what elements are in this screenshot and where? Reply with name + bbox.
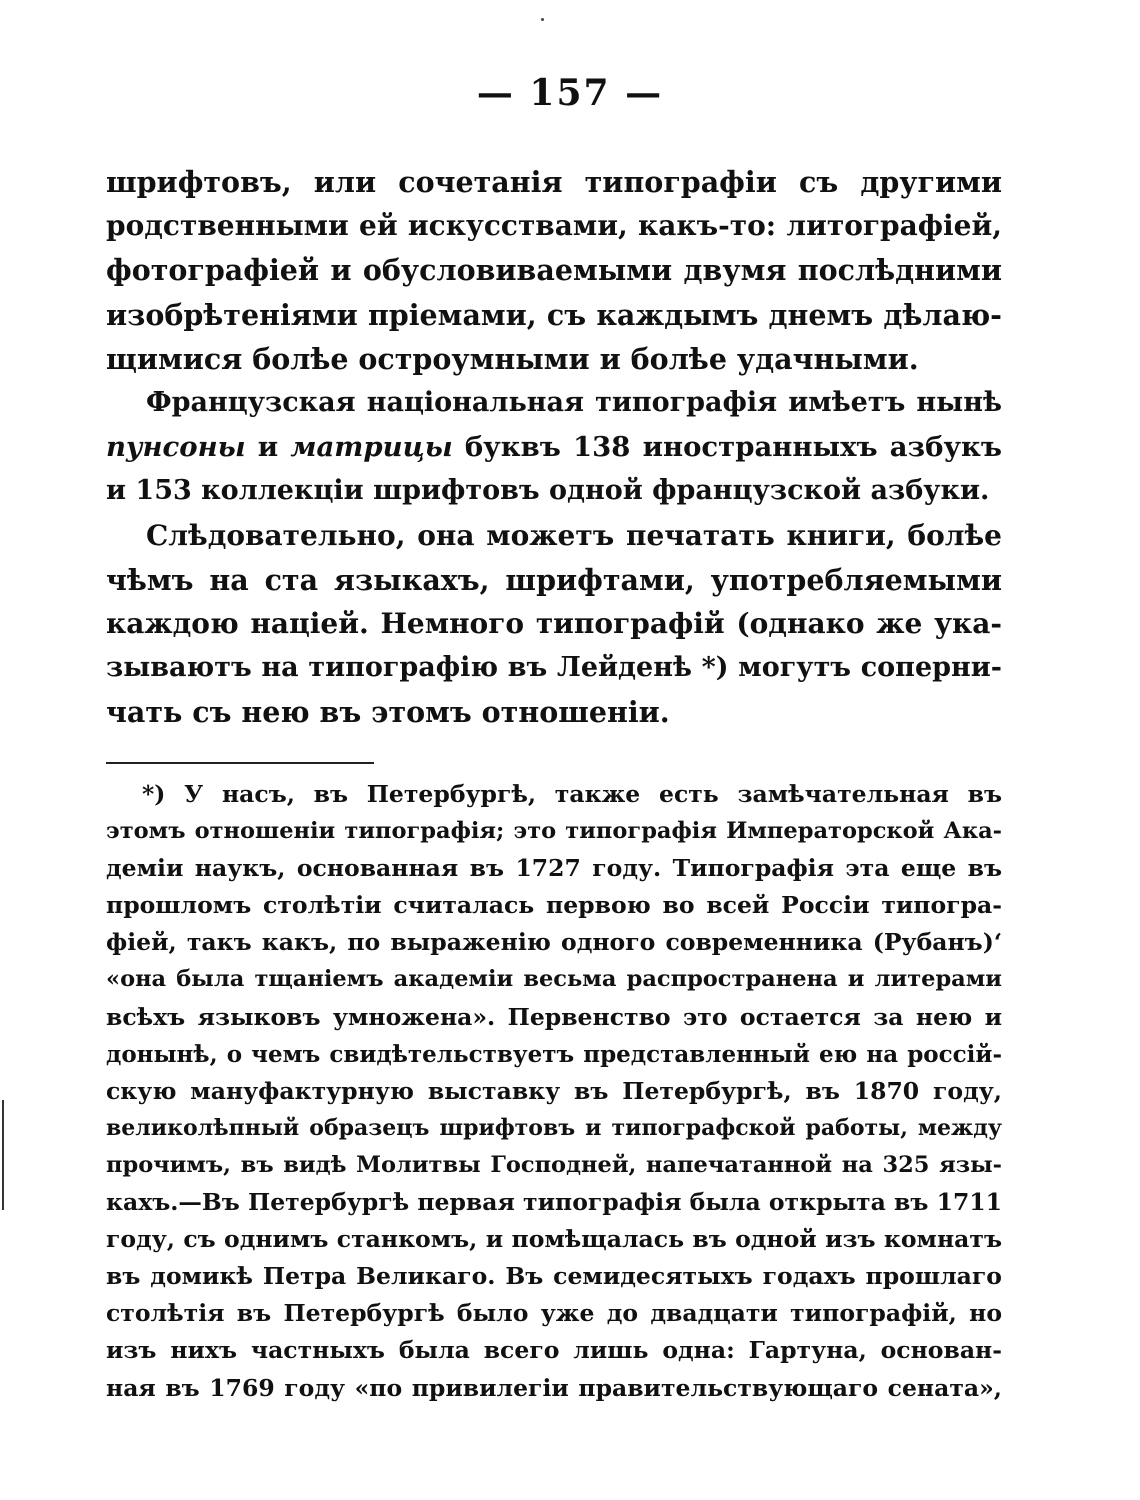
print-speck	[541, 18, 544, 21]
footnote-line: году, съ однимъ станкомъ, и помѣщалась въ одной изъ комнатъ	[106, 1225, 1002, 1254]
footnote-line: «она была тщаніемъ академіи весьма распространена и литерами	[106, 966, 1002, 993]
footnote-line: *) У насъ, въ Петербургѣ, также есть замѣчательная въ	[142, 780, 1002, 808]
footnote-line: всѣхъ языковъ умножена». Первенство это остается за нею и	[106, 1002, 1002, 1031]
footnote-line: деміи наукъ, основанная въ 1727 году. Типографія эта еще въ	[106, 854, 1002, 883]
footnote-line: ная въ 1769 году «по привилегіи правительствующаго сената»,	[106, 1373, 1002, 1402]
italic-term: пунсоны	[106, 431, 246, 464]
footnote-line: донынѣ, о чемъ свидѣтельствуетъ представленный ею на россій-	[106, 1040, 1002, 1068]
footnote-line: великолѣпный образецъ шрифтовъ и типографской работы, между	[106, 1114, 1002, 1141]
text-fragment: и	[245, 431, 291, 464]
footnote-divider	[106, 762, 374, 764]
text-line: родственными ей искусствами, какъ-то: литографіей,	[106, 209, 1002, 243]
footnote	[106, 776, 1002, 1407]
footnote-line: изъ нихъ частныхъ была всего лишь одна: Гартуна, основан-	[106, 1336, 1002, 1365]
footnote-line: этомъ отношеніи типографія; это типографія Императорской Ака-	[106, 818, 1002, 845]
text-line: чѣмъ на ста языкахъ, шрифтами, употребляемыми	[106, 562, 1002, 597]
text-line: фотографіей и обусловиваемыми двумя послѣдними	[106, 253, 1002, 288]
text-line: Слѣдовательно, она можетъ печатать книги, болѣе	[146, 518, 1002, 552]
footnote-line: столѣтія въ Петербургѣ было уже до двадцати типографій, но	[106, 1299, 1002, 1328]
text-line: щимися болѣе остроумными и болѣе удачными.	[106, 341, 919, 376]
footnote-line: фіей, такъ какъ, по выраженію одного современника (Рубанъ)‘	[106, 928, 1002, 957]
main-text	[106, 160, 1002, 735]
page-number: — 157 —	[476, 72, 664, 114]
footnote-line: въ домикѣ Петра Великаго. Въ семидесятыхъ годахъ прошлаго	[106, 1262, 1002, 1291]
text-line: зываютъ на типографію въ Лейденѣ *) могутъ соперни-	[106, 652, 1002, 684]
scan-edge-mark	[2, 1100, 4, 1210]
footnote-line: скую мануфактурную выставку въ Петербургѣ, въ 1870 году,	[106, 1076, 1002, 1105]
text-line-mixed	[106, 425, 1002, 469]
footnote-line: прошломъ столѣтіи считалась первою во всей Россіи типогра-	[106, 891, 1002, 920]
footnote-line: кахъ.—Въ Петербургѣ первая типографія была открыта въ 1711	[106, 1188, 1002, 1217]
text-line: шрифтовъ, или сочетанія типографіи съ другими	[106, 165, 1002, 199]
text-line: изобрѣтеніями пріемами, съ каждымъ днемъ дѣлаю-	[106, 297, 1002, 332]
text-line: Французская національная типографія имѣетъ нынѣ	[146, 387, 1002, 419]
text-line: и 153 коллекціи шрифтовъ одной французской азбуки.	[106, 475, 990, 507]
text-line: каждою націей. Немного типографій (однако же ука-	[106, 607, 1002, 641]
italic-term: матрицы	[290, 431, 453, 464]
text-line: чать съ нею въ этомъ отношеніи.	[106, 695, 670, 730]
text-fragment: буквъ 138 иностранныхъ азбукъ	[452, 431, 1002, 464]
footnote-line: прочимъ, въ видѣ Молитвы Господней, напечатанной на 325 язы-	[106, 1151, 1002, 1178]
